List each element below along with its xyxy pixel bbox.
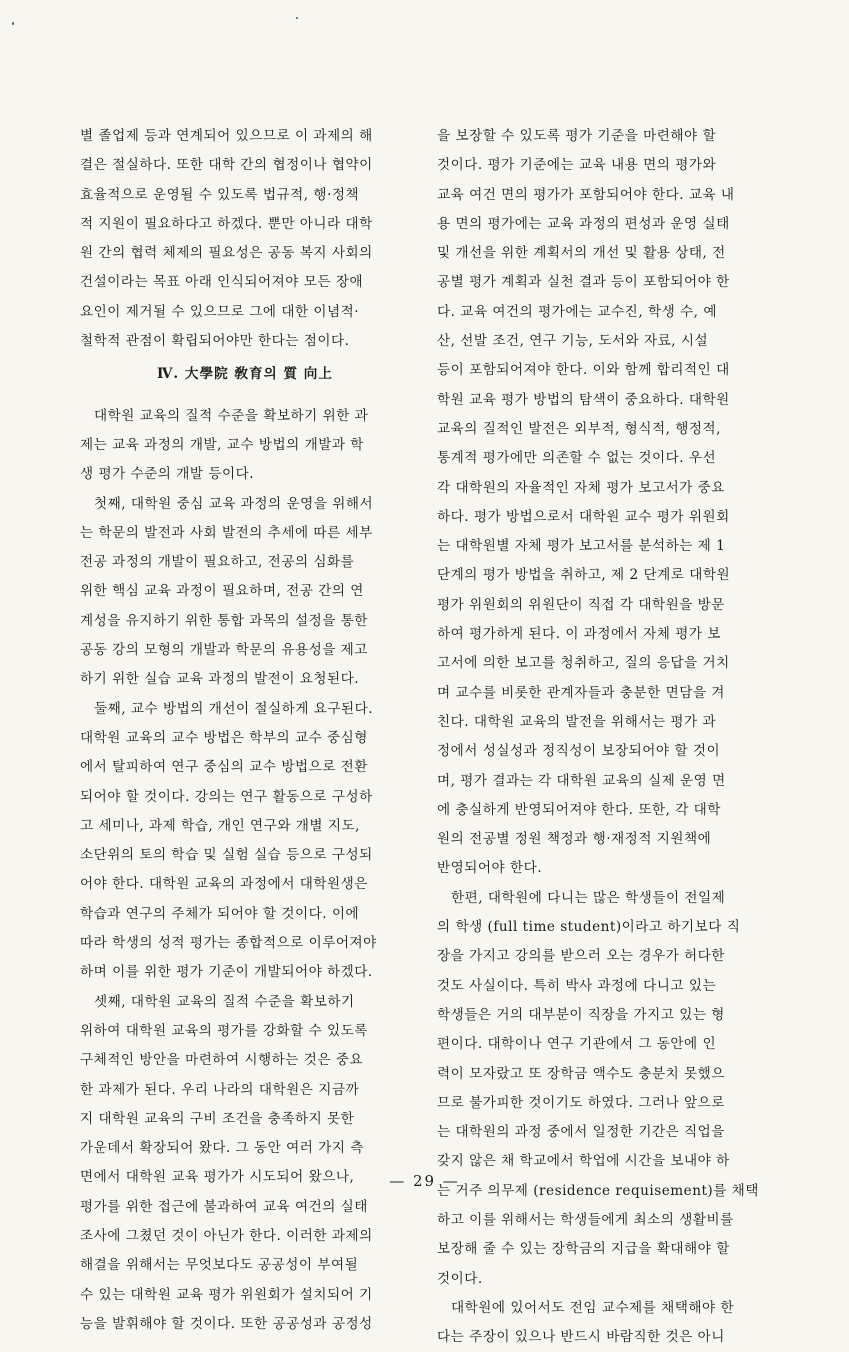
text-line: 구체적인 방안을 마련하여 시행하는 것은 중요: [80, 1052, 364, 1069]
text-line: 어야 한다. 대학원 교육의 과정에서 대학원생은: [80, 876, 368, 893]
text-line: 친다. 대학원 교육의 발전을 위해서는 평가 과: [437, 713, 717, 730]
text-line: 하고 이를 위해서는 학생들에게 최소의 생활비를: [437, 1211, 734, 1228]
scan-speck: [296, 17, 298, 19]
text-line: 다는 주장이 있으나 반드시 바람직한 것은 아니: [437, 1329, 725, 1346]
text-line: 둘째, 교수 방법의 개선이 절실하게 요구된다.: [94, 700, 374, 717]
text-line: 갖지 않은 채 학교에서 학업에 시간을 보내야 하: [437, 1153, 730, 1170]
text-line: 학원 교육 평가 방법의 탐색이 중요하다. 대학원: [437, 391, 730, 408]
text-line: 전공 과정의 개발이 필요하고, 전공의 심화를: [80, 554, 355, 571]
text-line: 적 지원이 필요하다고 하겠다. 뿐만 아니라 대학: [80, 215, 373, 232]
text-line: 지 대학원 교육의 구비 조건을 충족하지 못한: [80, 1110, 355, 1127]
text-line: 용 면의 평가에는 교육 과정의 편성과 운영 실태: [437, 215, 730, 232]
text-line: 제는 교육 과정의 개발, 교수 방법의 개발과 학: [80, 436, 364, 453]
text-line: 해결을 위해서는 무엇보다도 공공성이 부여될: [80, 1257, 359, 1274]
text-line: 평가를 위한 접근에 불과하여 교육 여건의 실태: [80, 1198, 368, 1215]
right-column-body: [437, 122, 767, 1352]
text-line: 한편, 대학원에 다니는 많은 학생들이 전일제: [451, 889, 726, 906]
left-column-body: [80, 402, 410, 1340]
text-line: 고 세미나, 과제 학습, 개인 연구와 개별 지도,: [80, 817, 360, 834]
text-line: 면에서 대학원 교육 평가가 시도되어 왔으나,: [80, 1169, 355, 1186]
text-line: 위한 핵심 교육 과정이 필요하며, 전공 간의 연: [80, 583, 364, 600]
text-line: 가운데서 확장되어 왔다. 그 동안 여러 가지 측: [80, 1140, 364, 1157]
text-line: 것이다.: [437, 1270, 483, 1287]
text-line: 력이 모자랐고 또 장학금 액수도 충분치 못했으: [437, 1065, 725, 1082]
text-line: 에서 탈피하여 연구 중심의 교수 방법으로 전환: [80, 759, 368, 776]
text-line: 통계적 평가에만 의존할 수 없는 것이다. 우선: [437, 450, 717, 467]
text-line: 한 과제가 된다. 우리 나라의 대학원은 지금까: [80, 1081, 360, 1098]
text-line: 대학원 교육의 교수 방법은 학부의 교수 중심형: [80, 729, 368, 746]
section-heading: Ⅳ. 大學院 敎育의 質 向上: [157, 366, 333, 383]
text-line: 셋째, 대학원 교육의 질적 수준을 확보하기: [94, 993, 355, 1010]
right-column: [437, 122, 767, 1352]
text-line: 므로 불가피한 것이기도 하였다. 그러나 앞으로: [437, 1094, 725, 1111]
text-line: 공동 강의 모형의 개발과 학문의 유용성을 제고: [80, 642, 368, 659]
text-line: 것도 사실이다. 특히 박사 과정에 다니고 있는: [437, 977, 717, 994]
text-line: 되어야 할 것이다. 강의는 연구 활동으로 구성하: [80, 788, 373, 805]
text-line: 반영되어야 한다.: [437, 860, 543, 877]
text-line: 첫째, 대학원 중심 교육 과정의 운영을 위해서: [94, 495, 374, 512]
text-line: 며 교수를 비롯한 관계자들과 충분한 면담을 겨: [437, 684, 725, 701]
text-line: 등이 포함되어져야 한다. 이와 함께 합리적인 대: [437, 362, 730, 379]
text-line: 는 대학원의 과정 중에서 일정한 기간은 직업을: [437, 1124, 725, 1141]
text-line: 교육 여건 면의 평가가 포함되어야 한다. 교육 내: [437, 186, 735, 203]
text-line: 따라 학생의 성적 평가는 종합적으로 이루어져야: [80, 935, 377, 952]
text-line: 각 대학원의 자율적인 자체 평가 보고서가 중요: [437, 479, 725, 496]
left-column-top-paragraph: [80, 122, 410, 356]
text-line: 하다. 평가 방법으로서 대학원 교수 평가 위원회: [437, 508, 730, 525]
text-line: 조사에 그쳤던 것이 아닌가 한다. 이러한 과제의: [80, 1227, 373, 1244]
text-line: 수 있는 대학원 교육 평가 위원회가 설치되어 기: [80, 1286, 373, 1303]
text-line: 산, 선발 조건, 연구 기능, 도서와 자료, 시설: [437, 333, 709, 350]
text-line: 계성을 유지하기 위한 통합 과목의 설정을 통한: [80, 612, 368, 629]
text-line: 하여 평가하게 된다. 이 과정에서 자체 평가 보: [437, 626, 721, 643]
text-line: 학습과 연구의 주체가 되어야 할 것이다. 이에: [80, 905, 360, 922]
text-line: 능을 발휘해야 할 것이다. 또한 공공성과 공정성: [80, 1315, 373, 1332]
text-line: 소단위의 토의 학습 및 실험 실습 등으로 구성되: [80, 847, 373, 864]
text-line: 다. 교육 여건의 평가에는 교수진, 학생 수, 예: [437, 303, 717, 320]
text-line: 학생들은 거의 대부분이 직장을 가지고 있는 형: [437, 1006, 725, 1023]
text-line: 위하여 대학원 교육의 평가를 강화할 수 있도록: [80, 1022, 368, 1039]
text-line: 것이다. 평가 기준에는 교육 내용 면의 평가와: [437, 157, 717, 174]
scan-speck: [12, 22, 14, 25]
text-line: 요인이 제거될 수 있으므로 그에 대한 이념적·: [80, 303, 360, 320]
text-line: 건설이라는 목표 아래 인식되어져야 모든 장애: [80, 274, 364, 291]
text-line: 의 학생 (full time student)이라고 하기보다 직: [437, 919, 741, 936]
text-line: 원 간의 협력 체제의 필요성은 공동 복지 사회의: [80, 245, 373, 262]
text-line: 을 보장할 수 있도록 평가 기준을 마련해야 할: [437, 128, 717, 144]
text-line: 는 거주 의무제 (residence requisement)를 채택: [437, 1182, 759, 1199]
text-line: 결은 절실하다. 또한 대학 간의 협정이나 협약이: [80, 157, 373, 174]
text-line: 효율적으로 운영될 수 있도록 법규적, 행·정책: [80, 186, 360, 203]
text-line: 공별 평가 계획과 실천 결과 등이 포함되어야 한: [437, 274, 730, 291]
text-line: 철학적 관점이 확립되어야만 한다는 점이다.: [80, 333, 350, 350]
text-line: 원의 전공별 정원 책정과 행·재정적 지원책에: [437, 831, 712, 848]
page-number: — 29 —: [389, 1172, 460, 1190]
text-line: 에 충실하게 반영되어져야 한다. 또한, 각 대학: [437, 801, 721, 818]
text-line: 대학원 교육의 질적 수준을 확보하기 위한 과: [94, 407, 369, 424]
text-line: 보장해 줄 수 있는 장학금의 지급을 확대해야 할: [437, 1241, 730, 1258]
text-line: 생 평가 수준의 개발 등이다.: [80, 466, 255, 483]
text-line: 장을 가지고 강의를 받으러 오는 경우가 허다한: [437, 948, 725, 965]
text-line: 며, 평가 결과는 각 대학원 교육의 실제 운영 면: [437, 772, 726, 789]
text-line: 정에서 성실성과 정직성이 보장되어야 할 것이: [437, 743, 721, 760]
text-line: 및 개선을 위한 계획서의 개선 및 활용 상태, 전: [437, 245, 726, 262]
text-line: 는 학문의 발전과 사회 발전의 추세에 따른 세부: [80, 524, 373, 541]
text-line: 는 대학원별 자체 평가 보고서를 분석하는 제 1: [437, 538, 726, 555]
text-line: 평가 위원회의 위원단이 직접 각 대학원을 방문: [437, 596, 725, 613]
text-line: 대학원에 있어서도 전임 교수제를 채택해야 한: [451, 1299, 735, 1316]
text-line: 고서에 의한 보고를 청취하고, 질의 응답을 거치: [437, 655, 730, 672]
text-line: 편이다. 대학이나 연구 기관에서 그 동안에 인: [437, 1036, 717, 1053]
text-line: 하며 이를 위한 평가 기준이 개발되어야 하겠다.: [80, 964, 373, 981]
text-line: 하기 위한 실습 교육 과정의 발전이 요청된다.: [80, 671, 360, 688]
text-line: 교육의 질적인 발전은 외부적, 형식적, 행정적,: [437, 420, 721, 437]
text-line: 별 졸업제 등과 연계되어 있으므로 이 과제의 해: [80, 128, 373, 144]
text-line: 단계의 평가 방법을 취하고, 제 2 단계로 대학원: [437, 567, 731, 584]
left-column: [80, 122, 410, 1339]
